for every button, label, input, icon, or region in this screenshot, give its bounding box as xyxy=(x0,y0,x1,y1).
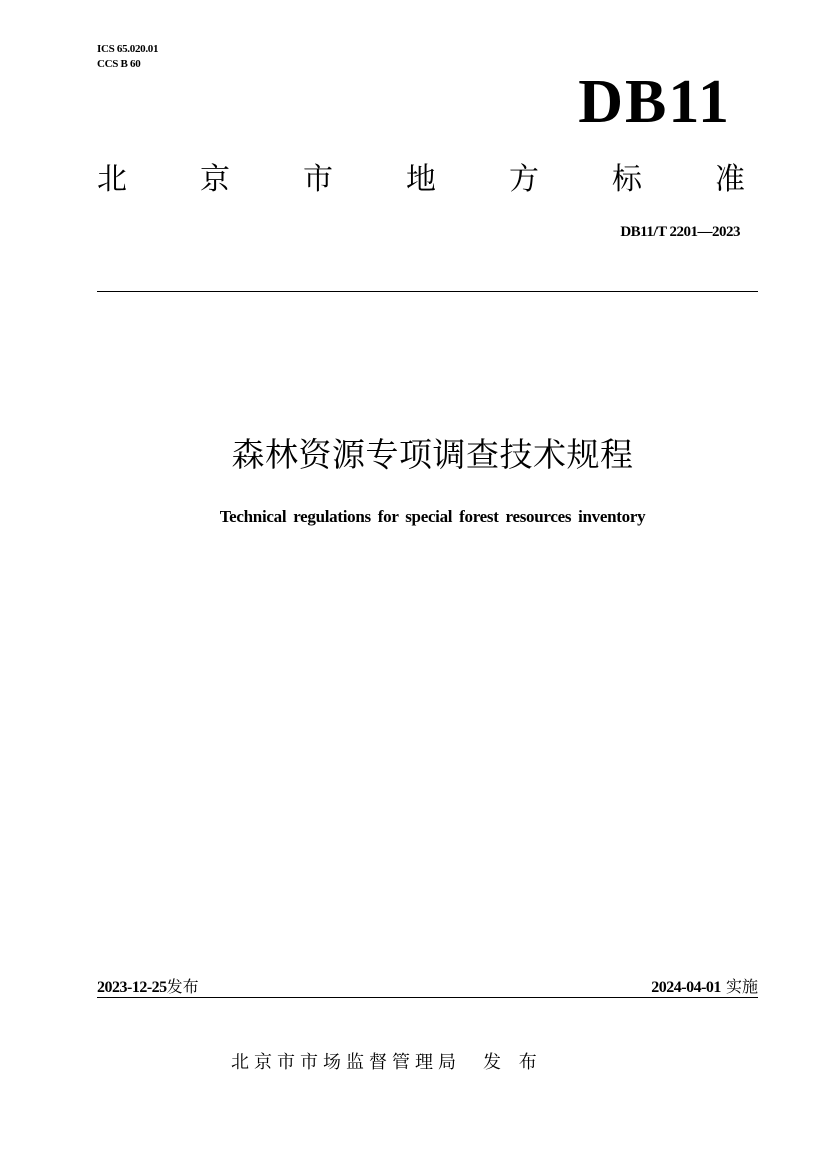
standard-type xyxy=(97,160,745,200)
issuer-name: 北京市市场监督管理局 xyxy=(231,1052,461,1073)
issue-label: 发 布 xyxy=(483,1052,543,1073)
title-chinese: 森林资源专项调查技术规程 xyxy=(231,435,634,474)
bottom-divider xyxy=(97,997,758,998)
standard-number: DB11/T 2201—2023 xyxy=(620,224,740,240)
standard-type-char: 准 xyxy=(715,162,745,197)
issuer-line xyxy=(231,1051,543,1075)
date-row xyxy=(97,976,758,999)
ccs-code: CCS B 60 xyxy=(97,58,141,70)
standard-type-char: 标 xyxy=(612,162,642,197)
db-logo: DB11 xyxy=(578,68,731,136)
title-english: Technical regulations for special forest resources inventory xyxy=(219,507,646,526)
standard-type-char: 地 xyxy=(406,162,436,197)
implement-date: 2024-04-01 xyxy=(651,979,721,996)
standard-type-char: 京 xyxy=(200,162,230,197)
publish-date-group xyxy=(97,976,199,999)
classification-codes xyxy=(97,42,158,72)
publish-label: 发布 xyxy=(166,977,199,996)
standard-type-char: 北 xyxy=(97,162,127,197)
publish-date: 2023-12-25 xyxy=(97,979,167,996)
implement-date-group xyxy=(651,976,758,999)
ics-code: ICS 65.020.01 xyxy=(97,43,159,55)
top-divider xyxy=(97,291,758,292)
implement-label: 实施 xyxy=(725,977,758,996)
standard-type-char: 市 xyxy=(303,162,333,197)
standard-type-char: 方 xyxy=(509,162,539,197)
